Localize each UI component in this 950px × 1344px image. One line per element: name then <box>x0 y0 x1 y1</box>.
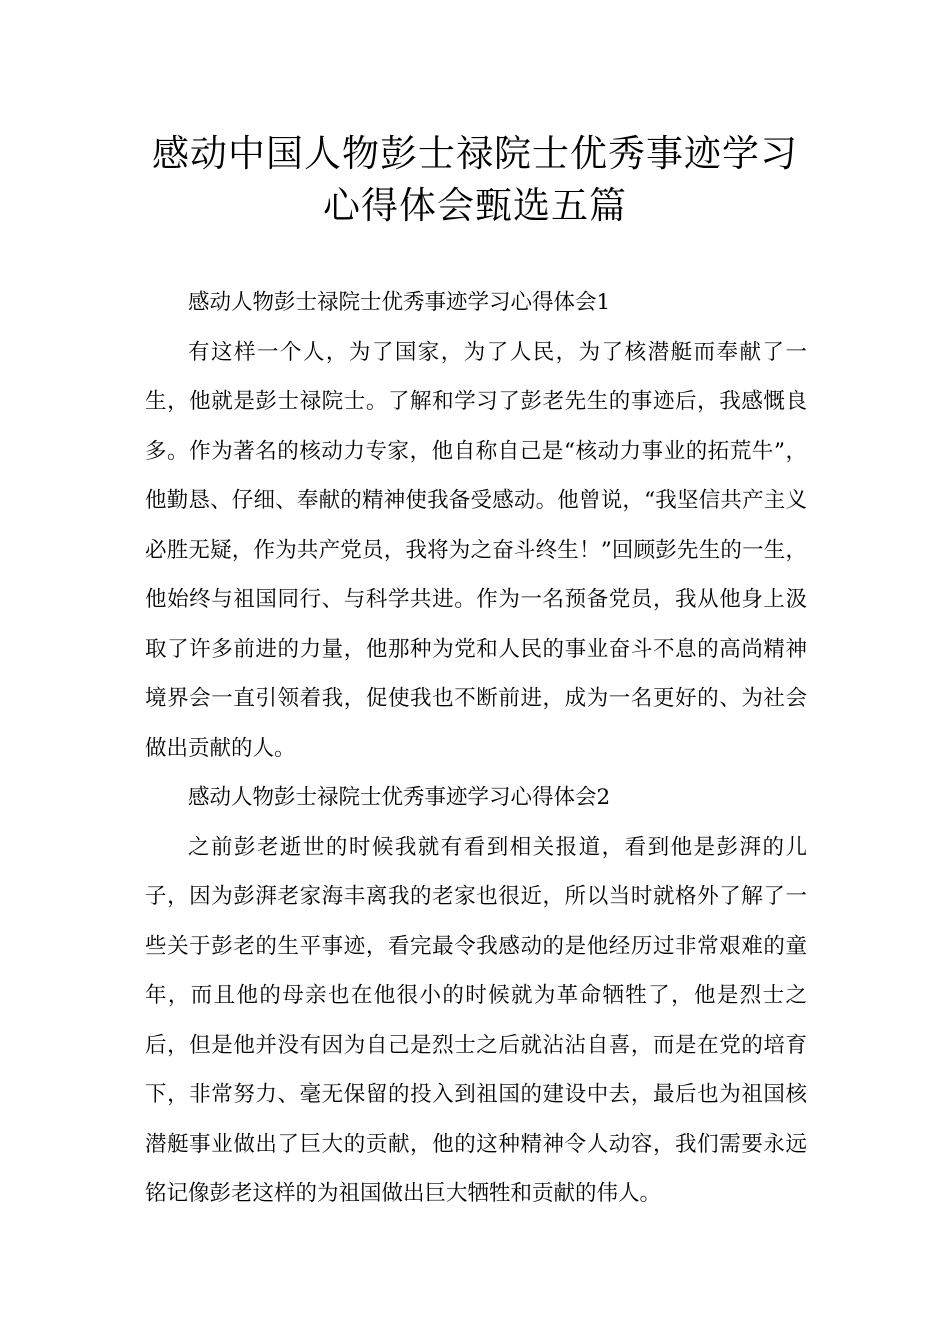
document-title-line-2: 心得体会甄选五篇 <box>323 184 627 227</box>
section-heading-1: 感动人物彭士禄院士优秀事迹学习心得体会1 <box>188 290 611 315</box>
section-paragraph-1: 有这样一个人，为了国家，为了人民，为了核潜艇而奉献了一生，他就是彭士禄院士。了解和学习了彭老先生的事迹后，我感慨良多。作为著名的核动力专家，他自称自己是“核动力事业的拓荒牛”，他勤恳、仔细、奉献的精神使我备受感动。他曾说，“我坚信共产主义必胜无疑，作为共产党员，我将为之奋斗终生！”回顾彭先生的一生，他始终与祖国同行、与科学共进。作为一名预备党员，我从他身上汲取了许多前进的力量，他那种为党和人民的事业奋斗不息的高尚精神境界会一直引领着我，促使我也不断前进，成为一名更好的、为社会做出贡献的人。 <box>145 339 807 761</box>
section-paragraph-2: 之前彭老逝世的时候我就有看到相关报道，看到他是彭湃的儿子，因为彭湃老家海丰离我的老家也很近，所以当时就格外了解了一些关于彭老的生平事迹，看完最令我感动的是他经历过非常艰难的童年，而且他的母亲也在他很小的时候就为革命牺牲了，他是烈士之后，但是他并没有因为自己是烈士之后就沾沾自喜，而是在党的培育下，非常努力、毫无保留的投入到祖国的建设中去，最后也为祖国核潜艇事业做出了巨大的贡献，他的这种精神令人动容，我们需要永远铭记像彭老这样的为祖国做出巨大牺牲和贡献的伟人。 <box>145 834 807 1206</box>
document-title-line-1: 感动中国人物彭士禄院士优秀事迹学习 <box>152 132 798 175</box>
document-body <box>145 278 807 1219</box>
section-heading-2: 感动人物彭士禄院士优秀事迹学习心得体会2 <box>188 785 611 810</box>
document-title <box>100 128 850 232</box>
